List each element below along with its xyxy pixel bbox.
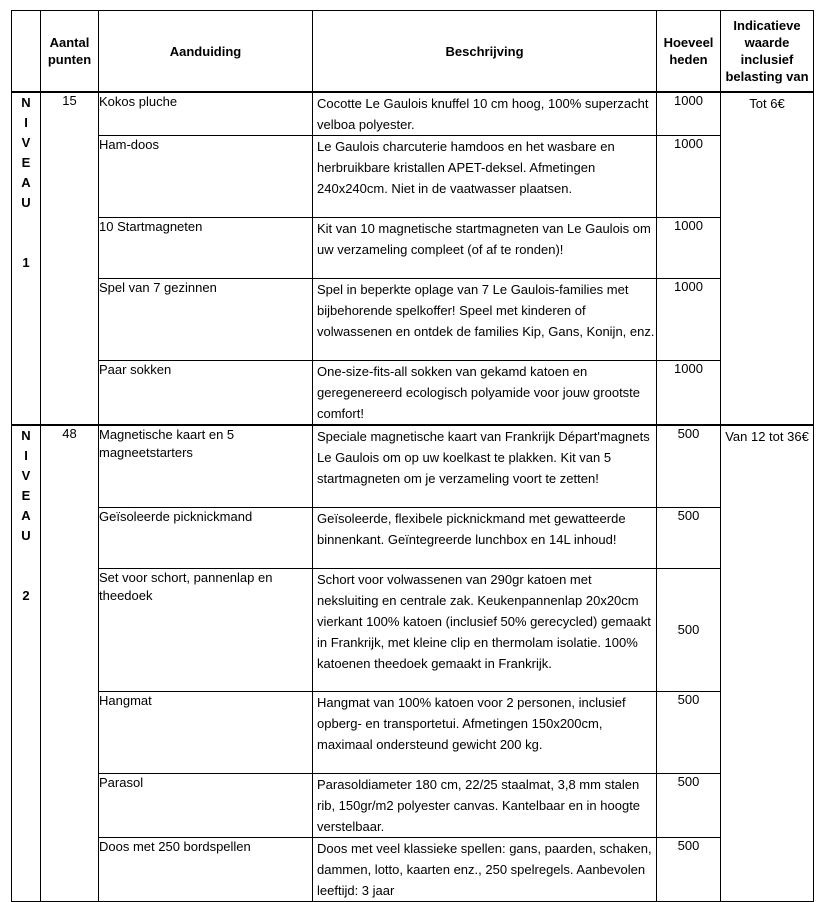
item-name: Magnetische kaart en 5 magneetstarters xyxy=(99,425,313,507)
item-description: Doos met veel klassieke spellen: gans, paarden, schaken, dammen, lotto, kaarten enz., 250 spelregels. Aanbevolen leeftijd: 3 jaar xyxy=(313,837,657,901)
item-description: Cocotte Le Gaulois knuffel 10 cm hoog, 100% superzacht velboa polyester. xyxy=(313,92,657,136)
item-quantity: 1000 xyxy=(657,361,721,426)
table-row xyxy=(12,691,814,773)
item-quantity: 500 xyxy=(657,773,721,837)
table-row xyxy=(12,279,814,361)
item-description: Le Gaulois charcuterie hamdoos en het wasbare en herbruikbare kristallen APET-deksel. Afmetingen 240x240cm. Niet in de vaatwasser plaatsen. xyxy=(313,136,657,218)
table-row xyxy=(12,507,814,568)
level-label-1: N I V E A U 1 xyxy=(12,92,41,425)
item-name: Set voor schort, pannenlap en theedoek xyxy=(99,568,313,691)
points-value-1: 15 xyxy=(41,92,99,425)
item-name: Ham-doos xyxy=(99,136,313,218)
item-description: One-size-fits-all sokken van gekamd katoen en geregenereerd ecologisch polyamide voor jouw grootste comfort! xyxy=(313,361,657,426)
header-name: Aanduiding xyxy=(99,11,313,93)
item-name: Doos met 250 bordspellen xyxy=(99,837,313,901)
item-quantity: 500 xyxy=(657,425,721,507)
header-description: Beschrijving xyxy=(313,11,657,93)
header-points: Aantal punten xyxy=(41,11,99,93)
table-row xyxy=(12,361,814,426)
points-value-2: 48 xyxy=(41,425,99,901)
item-description: Kit van 10 magnetische startmagneten van Le Gaulois om uw verzameling compleet (of af te ronden)! xyxy=(313,218,657,279)
value-range-2: Van 12 tot 36€ xyxy=(721,425,814,901)
item-description: Schort voor volwassenen van 290gr katoen met neksluiting en centrale zak. Keukenpannenlap 20x20cm vierkant 100% katoen (inclusief 50% gerecycled) gemaakt in Frankrijk, met kleine clip en thermolam isolatie. 100% katoenen theedoek gemaakt in Frankrijk. xyxy=(313,568,657,691)
table-row xyxy=(12,773,814,837)
item-quantity: 1000 xyxy=(657,218,721,279)
item-name: Spel van 7 gezinnen xyxy=(99,279,313,361)
item-quantity: 500 xyxy=(657,837,721,901)
item-name: Kokos pluche xyxy=(99,92,313,136)
header-level xyxy=(12,11,41,93)
item-quantity: 1000 xyxy=(657,136,721,218)
item-name: Hangmat xyxy=(99,691,313,773)
level-label-2: N I V E A U 2 xyxy=(12,425,41,901)
rewards-table xyxy=(11,10,814,902)
item-quantity: 1000 xyxy=(657,279,721,361)
item-description: Hangmat van 100% katoen voor 2 personen, inclusief opberg- en transportetui. Afmetingen 150x200cm, maximaal ondersteund gewicht 200 kg. xyxy=(313,691,657,773)
item-quantity: 500 xyxy=(657,507,721,568)
table-row xyxy=(12,136,814,218)
table-row xyxy=(12,837,814,901)
item-name: Geïsoleerde picknickmand xyxy=(99,507,313,568)
table-row xyxy=(12,92,814,136)
item-name: Parasol xyxy=(99,773,313,837)
item-description: Speciale magnetische kaart van Frankrijk Départ'magnets Le Gaulois om op uw koelkast te plakken. Kit van 5 startmagneten om je verzameling voort te zetten! xyxy=(313,425,657,507)
item-description: Parasoldiameter 180 cm, 22/25 staalmat, 3,8 mm stalen rib, 150gr/m2 polyester canvas. Kantelbaar en in hoogte verstelbaar. xyxy=(313,773,657,837)
header-value: Indicatieve waarde inclusief belasting van xyxy=(721,11,814,93)
item-name: 10 Startmagneten xyxy=(99,218,313,279)
item-name: Paar sokken xyxy=(99,361,313,426)
table-row xyxy=(12,568,814,691)
header-row xyxy=(12,11,814,93)
item-quantity: 1000 xyxy=(657,92,721,136)
item-description: Spel in beperkte oplage van 7 Le Gaulois-families met bijbehorende spelkoffer! Speel met kinderen of volwassenen en ontdek de families Kip, Gans, Konijn, enz. xyxy=(313,279,657,361)
table-row xyxy=(12,425,814,507)
value-range-1: Tot 6€ xyxy=(721,92,814,425)
item-description: Geïsoleerde, flexibele picknickmand met gewatteerde binnenkant. Geïntegreerde lunchbox en 14L inhoud! xyxy=(313,507,657,568)
item-quantity: 500 xyxy=(657,691,721,773)
header-quantity: Hoeveel heden xyxy=(657,11,721,93)
item-quantity: 500 xyxy=(657,568,721,691)
table-row xyxy=(12,218,814,279)
